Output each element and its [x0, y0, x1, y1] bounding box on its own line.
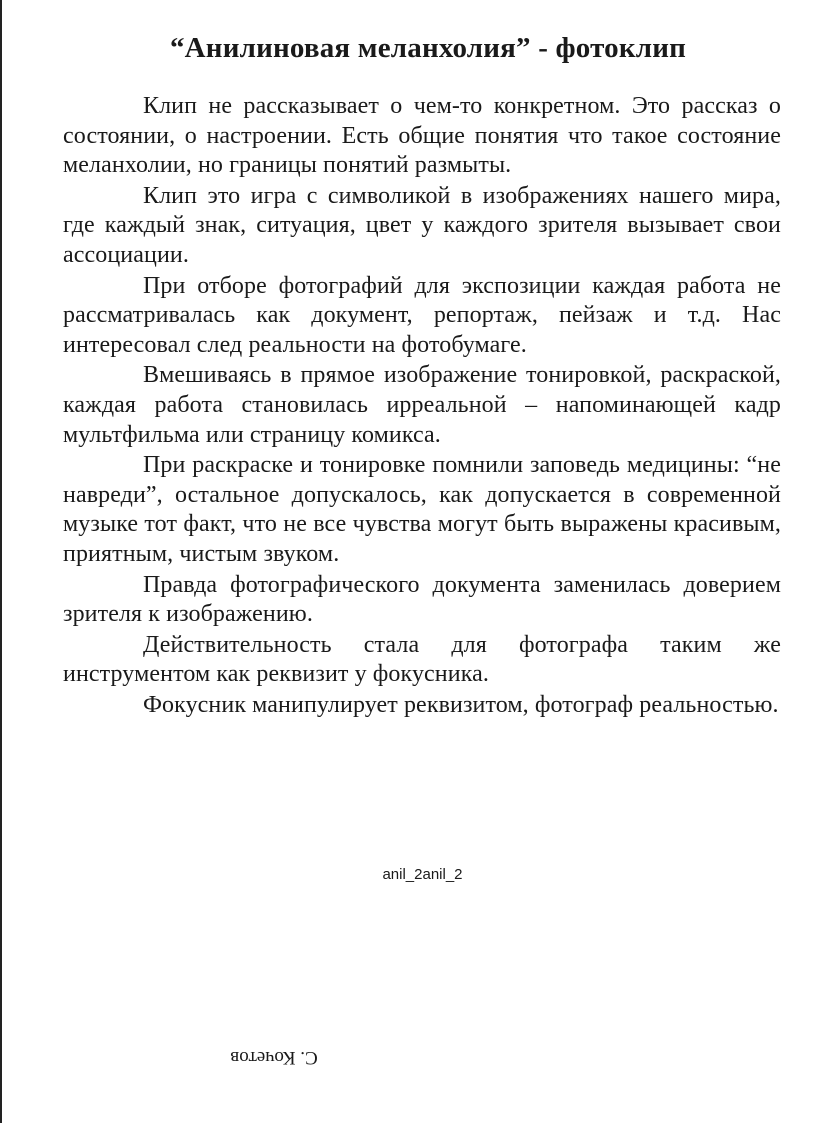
paragraph: Фокусник манипулирует реквизитом, фотограф реальностью.: [143, 691, 779, 718]
paragraph: Вмешиваясь в прямое изображение тонировкой, раскраской, каждая работа становилась ирреальной – напоминающей кадр мультфильма или страницу комикса.: [63, 362, 781, 448]
document-title: “Анилиновая меланхолия” - фотоклип: [169, 32, 687, 64]
document-body: [63, 92, 781, 721]
paragraph: Правда фотографического документа заменилась доверием зрителя к изображению.: [63, 571, 781, 628]
file-caption: anil_2anil_2: [382, 866, 463, 883]
paragraph: Клип не рассказывает о чем-то конкретном. Это рассказ о состоянии, о настроении. Есть общие понятия что такое состояние меланхолии, но границы понятий размыты.: [63, 93, 781, 179]
paragraph: Действительность стала для фотографа таким же инструментом как реквизит у фокусника.: [63, 631, 781, 688]
paragraph: Клип это игра с символикой в изображениях нашего мира, где каждый знак, ситуация, цвет у каждого зрителя вызывает свои ассоциации.: [63, 182, 781, 268]
author-signature: С. Кочетов: [230, 1047, 318, 1068]
page-edge: [0, 0, 2, 1123]
paragraph: При отборе фотографий для экспозиции каждая работа не рассматривалась как документ, репортаж, пейзаж и т.д. Нас интересовал след реальности на фотобумаге.: [63, 272, 781, 358]
paragraph: При раскраске и тонировке помнили заповедь медицины: “не навреди”, остальное допускалось, как допускается в современной музыке тот факт, что не все чувства могут быть выражены красивым, приятным, чистым звуком.: [63, 452, 781, 567]
